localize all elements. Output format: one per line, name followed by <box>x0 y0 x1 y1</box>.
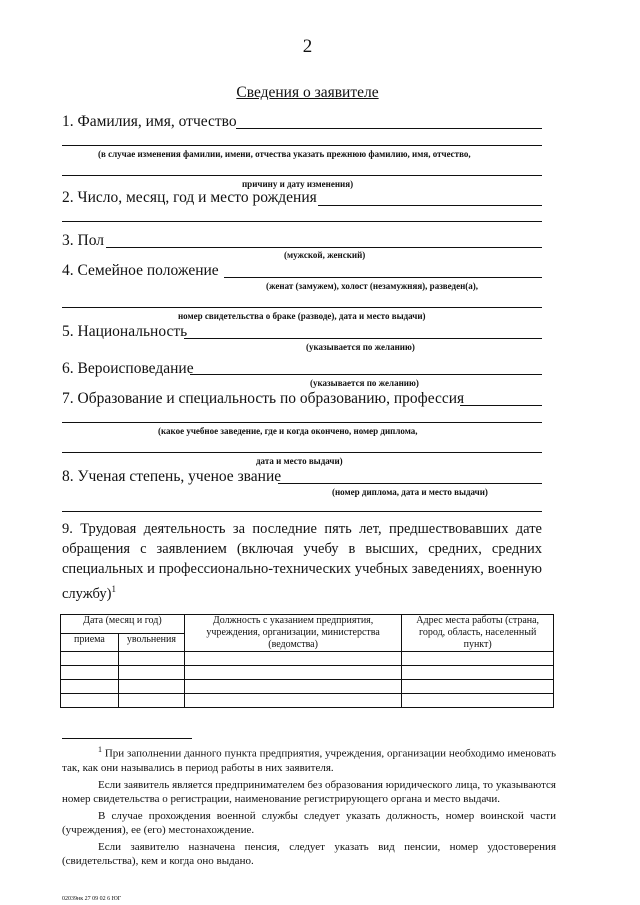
field-label-full-name: 1. Фамилия, имя, отчество <box>62 113 237 130</box>
full-name-line-3[interactable] <box>62 175 542 176</box>
field-label-birth: 2. Число, месяц, год и место рождения <box>62 189 317 206</box>
marital-line-2[interactable] <box>62 307 542 308</box>
field-label-religion: 6. Вероисповедание <box>62 360 194 377</box>
footnote-1: $^1$ При заполнении данного пункта предприятия, учреждения, организации необходимо именовать так, как они назывались в период работы в них заявителя. <box>62 745 556 774</box>
hint-diploma-issue: дата и место выдачи) <box>256 456 343 466</box>
footnote-3: В случае прохождения военной службы следует указать должность, номер воинской части (учреждения), ее (его) местонахождение. <box>62 809 556 836</box>
education-line-3[interactable] <box>62 452 542 453</box>
degree-line-2[interactable] <box>62 511 542 512</box>
hint-education: (какое учебное заведение, где и когда окончено, номер диплома, <box>158 426 418 436</box>
hint-religion: (указывается по желанию) <box>310 378 419 388</box>
hint-nationality: (указывается по желанию) <box>306 342 415 352</box>
birth-line-2[interactable] <box>62 221 542 222</box>
sex-line[interactable] <box>106 247 542 248</box>
page-title: Сведения о заявителе <box>236 84 379 101</box>
position-header: Должность с указанием предприятия, учреждения, организации, министерства (ведомства) <box>184 615 401 652</box>
field-label-sex: 3. Пол <box>62 232 104 249</box>
field-label-nationality: 5. Национальность <box>62 323 188 340</box>
footnote-2: Если заявитель является предпринимателем без образования юридического лица, то указываются номер свидетельства о регистрации, наименование регистрирующего органа и место выдачи. <box>62 778 556 805</box>
hint-sex: (мужской, женский) <box>284 250 366 260</box>
date-header: Дата (месяц и год) <box>61 615 185 634</box>
hint-marital: (женат (замужем), холост (незамужняя), разведен(а), <box>266 281 479 291</box>
education-line[interactable] <box>460 405 542 406</box>
table-row[interactable] <box>61 666 554 680</box>
religion-line[interactable] <box>190 374 542 375</box>
degree-line[interactable] <box>278 483 542 484</box>
field-label-marital: 4. Семейное положение <box>62 262 219 279</box>
hint-marriage-certificate: номер свидетельства о браке (разводе), дата и место выдачи) <box>178 311 426 321</box>
hint-name-change: (в случае изменения фамилии, имени, отчества указать прежнюю фамилию, имя, отчество, <box>98 149 471 159</box>
footnotes <box>62 743 556 871</box>
page-number: 2 <box>302 36 313 57</box>
footnote-marker: 1 <box>111 584 116 594</box>
education-line-2[interactable] <box>62 422 542 423</box>
field-label-education: 7. Образование и специальность по образованию, профессия <box>62 390 465 407</box>
birth-line[interactable] <box>318 205 542 206</box>
address-header: Адрес места работы (страна, город, область, населенный пункт) <box>402 615 554 652</box>
work-history-table <box>60 614 554 708</box>
dismiss-header: увольнения <box>118 633 184 652</box>
footnote-separator <box>62 738 192 739</box>
footnote-4: Если заявителю назначена пенсия, следует указать вид пенсии, номер удостоверения (свидетельства), кем и когда оно выдано. <box>62 840 556 867</box>
table-row[interactable] <box>61 680 554 694</box>
field-label-degree: 8. Ученая степень, ученое звание <box>62 468 282 485</box>
hint-name-change-reason: причину и дату изменения) <box>242 179 354 189</box>
table-row[interactable] <box>61 652 554 666</box>
work-history-intro: 9. Трудовая деятельность за последние пять лет, предшествовавших дате обращения с заявлением (включая учебу в высших, средних, средних специальных и профессионально-технических учебных заведениях, военную службу)$^1$ <box>62 521 542 602</box>
hire-header: приема <box>61 633 119 652</box>
marital-line[interactable] <box>224 277 542 278</box>
table-row[interactable] <box>61 694 554 708</box>
full-name-line[interactable] <box>236 128 542 129</box>
nationality-line[interactable] <box>184 338 542 339</box>
full-name-line-2[interactable] <box>62 145 542 146</box>
form-code: 02039нк 27 09 02 6 ЮГ <box>62 896 122 902</box>
hint-degree: (номер диплома, дата и место выдачи) <box>332 487 488 497</box>
